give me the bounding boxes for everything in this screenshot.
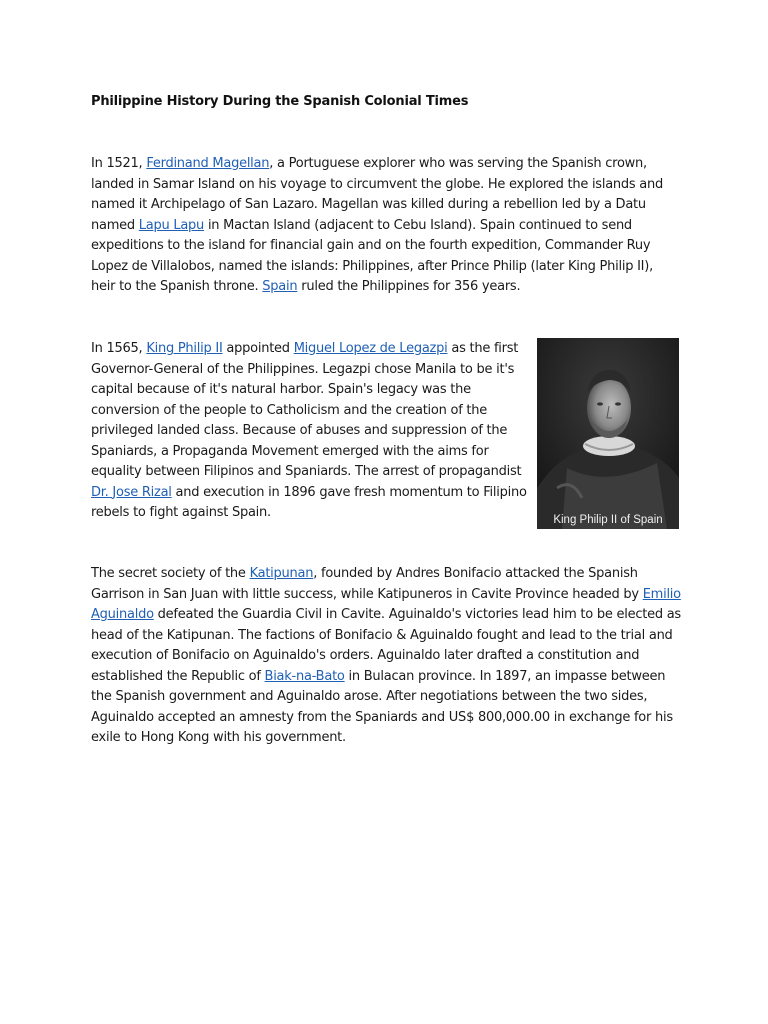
- link-miguel-lopez-de-legazpi[interactable]: Miguel Lopez de Legazpi: [293, 341, 448, 356]
- text-span: In 1565,: [91, 341, 147, 356]
- text-span: defeated the Guardia Civil in Cavite. Aguinaldo's victories lead him to be elected as head of the Katipunan. The factions of Bonifacio & Aguinaldo fought and lead to the trial and execution of Bonifacio on Aguinaldo's orders. Aguinaldo later drafted a constitution and established the Republic of: [91, 607, 681, 684]
- paragraph-magellan: [91, 154, 681, 298]
- text-span: in Bulacan province. In 1897, an impasse between the Spanish government and Aguinaldo arose. After negotiations between the two sides, Aguinaldo accepted an amnesty from the Spaniards and US$ 800,000.00 in exchange for his exile to Hong Kong with his government.: [91, 668, 673, 745]
- text-span: appointed: [222, 341, 294, 356]
- paragraph-katipunan: [91, 564, 681, 749]
- portrait-image: [537, 338, 679, 529]
- text-span: and execution in 1896 gave fresh momentum to Filipino rebels to fight against Spain.: [91, 484, 527, 520]
- text-span: , a Portuguese explorer who was serving the Spanish crown, landed in Samar Island on his voyage to circumvent the globe. He explored the islands and named it Archipelago of San Lazaro. Magellan was killed during a rebellion led by a Datu named: [91, 156, 664, 233]
- portrait-caption: King Philip II of Spain: [553, 514, 663, 526]
- document-title: Philippine History During the Spanish Colonial Times: [91, 94, 469, 109]
- link-king-philip-ii[interactable]: King Philip II: [146, 341, 223, 356]
- link-jose-rizal[interactable]: Dr. Jose Rizal: [91, 484, 172, 500]
- portrait-illustration: [537, 338, 679, 529]
- text-span: ruled the Philippines for 356 years.: [297, 279, 521, 294]
- text-span: In 1521,: [91, 156, 147, 171]
- text-span: as the first Governor-General of the Philippines. Legazpi chose Manila to be it's capital because of it's natural harbor. Spain's legacy was the conversion of the people to Catholicism and the creation of the privileged landed class. Because of abuses and suppression of the Spaniards, a Propaganda Movement emerged with the aims for equality between Filipinos and Spaniards. The arrest of propagandist: [91, 341, 522, 479]
- link-lapu-lapu[interactable]: Lapu Lapu: [138, 217, 205, 233]
- link-katipunan[interactable]: Katipunan: [249, 566, 314, 581]
- text-span: in Mactan Island (adjacent to Cebu Island). Spain continued to send expeditions to the island for financial gain and on the fourth expedition, Commander Ruy Lopez de Villalobos, named the islands: Philippines, after Prince Philip (later King Philip II), heir to the Spanish throne.: [91, 217, 653, 294]
- link-emilio-aguinaldo[interactable]: Emilio Aguinaldo: [91, 586, 681, 622]
- text-span: The secret society of the: [91, 566, 250, 581]
- link-ferdinand-magellan[interactable]: Ferdinand Magellan: [146, 156, 270, 171]
- text-span: , founded by Andres Bonifacio attacked the Spanish Garrison in San Juan with little success, while Katipuneros in Cavite Province headed by: [91, 566, 643, 602]
- paragraph-legazpi: [91, 339, 531, 524]
- link-spain[interactable]: Spain: [262, 279, 298, 294]
- link-biak-na-bato[interactable]: Biak-na-Bato: [264, 668, 345, 684]
